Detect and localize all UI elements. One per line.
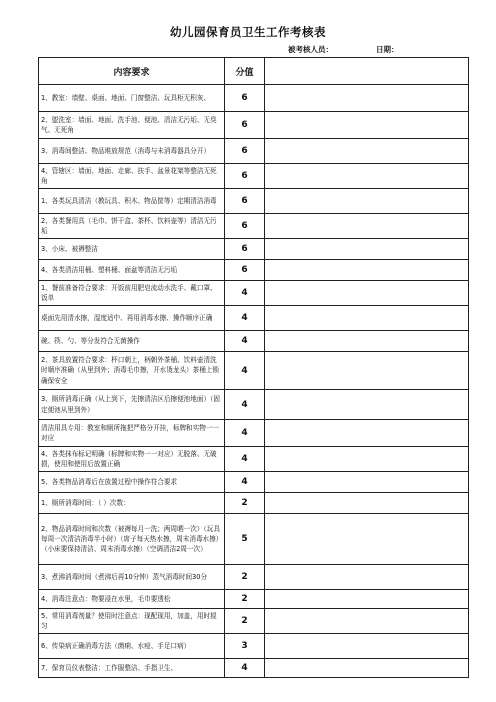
table-row	[39, 390, 469, 420]
table-row	[39, 493, 469, 514]
row-content: 2、物品消毒时间和次数（被褥每月一洗；两周晒一次）（玩具每周一次清洁消毒半小时）（席子每天热水擦，周末消毒水擦）（小床要保持清洁、周末消毒水擦）（空调清洁2周一次）	[39, 514, 225, 565]
row-score: 4	[225, 472, 265, 493]
row-content: 3、煮沸消毒时间（煮沸后再10分钟）蒸气消毒时间30分	[39, 565, 225, 590]
header-content: 内容要求	[39, 58, 225, 85]
row-blank-cell[interactable]	[265, 634, 469, 659]
row-score: 4	[225, 306, 265, 331]
row-blank-cell[interactable]	[265, 390, 469, 420]
row-score: 6	[225, 85, 265, 112]
row-score: 2	[225, 493, 265, 514]
date-label: 日期：	[376, 45, 399, 54]
table-row	[39, 239, 469, 260]
row-score: 6	[225, 239, 265, 260]
row-blank-cell[interactable]	[265, 472, 469, 493]
row-content: 桌面先用清水擦，湿度适中、再用消毒水擦、操作顺序正确	[39, 306, 225, 331]
row-content: 3、小床、被褥整洁	[39, 239, 225, 260]
assessment-table	[38, 57, 469, 678]
row-blank-cell[interactable]	[265, 590, 469, 609]
row-score: 6	[225, 112, 265, 139]
table-row	[39, 659, 469, 678]
row-blank-cell[interactable]	[265, 260, 469, 281]
row-score: 6	[225, 260, 265, 281]
table-row	[39, 590, 469, 609]
row-blank-cell[interactable]	[265, 306, 469, 331]
row-blank-cell[interactable]	[265, 281, 469, 306]
row-blank-cell[interactable]	[265, 659, 469, 678]
row-content: 1、餐前准备符合要求：开饭前用肥皂流动水洗手、戴口罩、饭单	[39, 281, 225, 306]
row-score: 4	[225, 331, 265, 352]
row-score: 4	[225, 281, 265, 306]
row-blank-cell[interactable]	[265, 447, 469, 472]
row-blank-cell[interactable]	[265, 189, 469, 214]
row-content: 2、茶具放置符合要求：杯口朝上，柄朝外茶桶、饮料壶清洗时顺序准确（从里到外；消毒毛巾擦，开水烫龙头）茶桶上锁确保安全	[39, 352, 225, 390]
row-score: 6	[225, 164, 265, 189]
table-row	[39, 331, 469, 352]
examinee-label: 被考核人员：	[288, 45, 333, 54]
row-blank-cell[interactable]	[265, 214, 469, 239]
row-score: 2	[225, 565, 265, 590]
row-blank-cell[interactable]	[265, 493, 469, 514]
row-blank-cell[interactable]	[265, 331, 469, 352]
table-row	[39, 85, 469, 112]
row-content: 6、传染病正确消毒方法（菌痢、水痘、手足口病）	[39, 634, 225, 659]
row-score: 4	[225, 420, 265, 447]
row-score: 4	[225, 659, 265, 678]
table-row	[39, 634, 469, 659]
row-content: 2、各类餐用具（毛巾、饼干盒、茶杯、饮料壶等）清洁无污垢	[39, 214, 225, 239]
row-blank-cell[interactable]	[265, 139, 469, 164]
table-row	[39, 352, 469, 390]
row-blank-cell[interactable]	[265, 352, 469, 390]
table-row	[39, 447, 469, 472]
row-score: 4	[225, 390, 265, 420]
row-score: 5	[225, 514, 265, 565]
header-score: 分值	[225, 58, 265, 85]
row-blank-cell[interactable]	[265, 609, 469, 634]
row-blank-cell[interactable]	[265, 420, 469, 447]
row-content: 5、常用消毒剂量？使用时注意点：现配现用，加盖，用时搅匀	[39, 609, 225, 634]
row-blank-cell[interactable]	[265, 164, 469, 189]
row-blank-cell[interactable]	[265, 565, 469, 590]
table-row	[39, 260, 469, 281]
row-score: 6	[225, 139, 265, 164]
row-content: 4、各类抹布标记明确（标牌和实物一一对应）无脱落、无破损，使用和使用后放置正确	[39, 447, 225, 472]
row-content: 1、各类玩具清洁（教玩具、积木、物品筐等）定期清洁消毒	[39, 189, 225, 214]
page-title: 幼儿园保育员卫生工作考核表	[170, 25, 326, 39]
table-row	[39, 214, 469, 239]
row-blank-cell[interactable]	[265, 514, 469, 565]
table-row	[39, 514, 469, 565]
row-content: 1、教室：墙壁、桌面、地面、门窗整洁、玩具柜无积灰、	[39, 85, 225, 112]
row-blank-cell[interactable]	[265, 112, 469, 139]
table-row	[39, 281, 469, 306]
row-content: 3、厕所消毒正确（从上到下，先擦清洁区后擦便池地面）（固定便池从里到外）	[39, 390, 225, 420]
row-content: 7、保育员仪表整洁：工作服整洁、手指卫生、	[39, 659, 225, 678]
table-row	[39, 565, 469, 590]
row-content: 清洁用具专用：教室和厕所拖把严格分开挂，标牌和实物一一对应	[39, 420, 225, 447]
table-row	[39, 306, 469, 331]
row-content: 3、消毒间整洁、物品堆放规范（消毒与未消毒器具分开）	[39, 139, 225, 164]
table-row	[39, 112, 469, 139]
row-score: 4	[225, 447, 265, 472]
row-content: 4、管辖区：墙面、地面、走廊、扶手、盆景花架等整洁无死角	[39, 164, 225, 189]
table-row	[39, 609, 469, 634]
row-score: 2	[225, 609, 265, 634]
row-content: 1、厕所消毒时间：（ ）次数：	[39, 493, 225, 514]
table-row	[39, 164, 469, 189]
row-score: 4	[225, 352, 265, 390]
table-body	[39, 85, 469, 678]
table-header-row	[39, 58, 469, 85]
row-content: 5、各类物品消毒后在放置过程中操作符合要求	[39, 472, 225, 493]
table-row	[39, 189, 469, 214]
table-row	[39, 139, 469, 164]
row-content: 4、各类清洁用桶、塑料桶、面盆等清洁无污垢	[39, 260, 225, 281]
row-blank-cell[interactable]	[265, 239, 469, 260]
row-content: 4、消毒注意点：物要浸在水里，毛巾要透松	[39, 590, 225, 609]
row-score: 2	[225, 590, 265, 609]
row-content: 2、盥洗室：墙面、地面、洗手池、便池、清洁无污垢、无臭气、无死角	[39, 112, 225, 139]
row-score: 3	[225, 634, 265, 659]
row-score: 6	[225, 189, 265, 214]
row-score: 6	[225, 214, 265, 239]
row-blank-cell[interactable]	[265, 85, 469, 112]
row-content: 碗、筷、勺、等分发符合无菌操作	[39, 331, 225, 352]
table-row	[39, 420, 469, 447]
table-row	[39, 472, 469, 493]
header-blank	[265, 58, 469, 85]
